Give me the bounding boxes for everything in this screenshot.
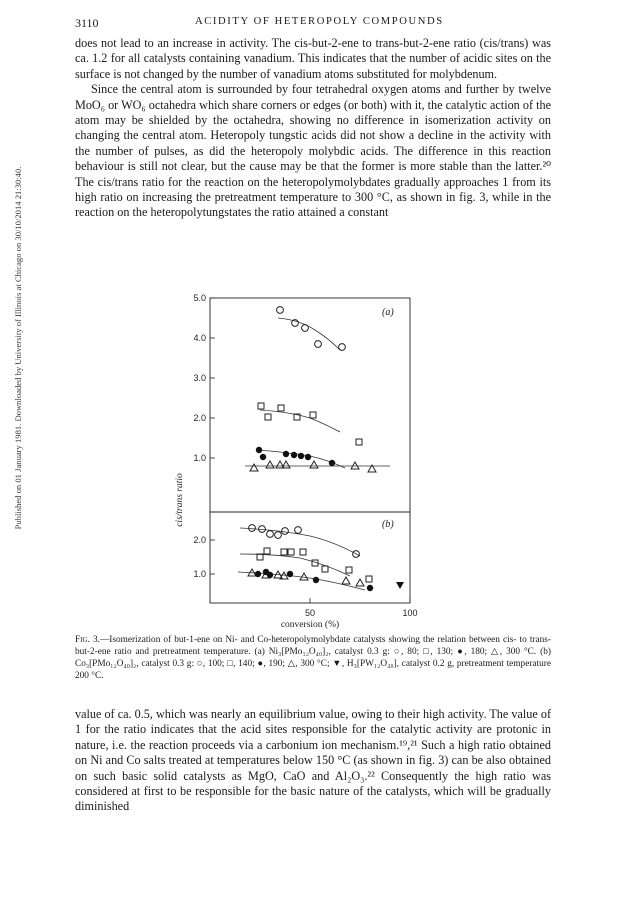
panel-b-label: (b)	[382, 519, 394, 530]
point-filled-circle	[291, 452, 297, 458]
body-text-top	[75, 36, 551, 221]
point-open-square	[300, 549, 306, 555]
x-axis-label: conversion (%)	[280, 620, 340, 630]
running-title: ACIDITY OF HETEROPOLY COMPOUNDS	[195, 16, 444, 27]
point-filled-circle	[256, 447, 262, 453]
caption-figure-label: Fig. 3.	[75, 635, 100, 645]
page-header	[75, 16, 550, 30]
point-filled-circle	[260, 454, 266, 460]
y-ticks-a	[210, 298, 410, 603]
x-tick-label: 50	[304, 608, 316, 618]
y-tick-label: 3.0	[193, 373, 206, 383]
panel-b-points	[248, 525, 372, 586]
point-open-circle	[267, 531, 274, 538]
point-open-square	[346, 567, 352, 573]
point-open-circle	[339, 344, 346, 351]
point-open-circle	[295, 527, 302, 534]
point-open-square	[281, 549, 287, 555]
panel-a-label: (a)	[382, 307, 394, 318]
page-number: 3110	[75, 16, 99, 30]
paragraph-1: does not lead to an increase in activity. The cis-but-2-ene to trans-but-2-ene ratio (cis/trans) was ca. 1.2 for all catalysts containing vanadium. This indicates that the number of acidic sites on the surface is not changed by the number of vanadium atoms substituted for molybdenum.	[75, 36, 551, 81]
point-open-circle	[275, 532, 282, 539]
point-open-circle	[249, 525, 256, 532]
figure-3	[160, 290, 460, 630]
point-open-square	[310, 412, 316, 418]
point-open-triangle	[351, 462, 359, 469]
paragraph-2: Since the central atom is surrounded by four tetrahedral oxygen atoms and further by twelve MoO₆ or WO₆ octahedra which share corners or edges (or both) with it, the catalytic action of the atom may be shielded by the octahedra, showing no difference in isomerization activity on changing the central atom. Heteropoly tungstic acids did not show a decline in the activity with the number of pulses, as did the heteropoly molybdic acids. The difference in this reaction behaviour is still not clear, but the cause may be that the former is more stable than the latter.²⁰ The cis/trans ratio for the reaction on the heteropolymolybdates gradually approaches 1 from its high ratio on increasing the pretreatment temperature to 300 °C, as shown in fig. 3, while in the reaction on the heteropolytungstates the ratio attained a constant	[75, 82, 551, 220]
panel-a-filled-points	[256, 447, 335, 466]
point-open-square	[288, 549, 294, 555]
point-open-circle	[302, 325, 309, 332]
y-tick-label: 1.0	[193, 569, 206, 579]
x-tick-label: 100	[402, 608, 418, 618]
caption-text: —Isomerization of but-1-ene on Ni- and Co-heteropolymolybdate catalysts showing the relation between cis- to trans-but-2-ene ratio and pretreatment temperature. (a) Ni₃[PMo₁₂O₄₀]₂, catalyst 0.3 g: ○, 80; □, 130; ●, 180; △, 300 °C. (b) Co₃[PMo₁₂O₄₀]₂, catalyst 0.3 g: ○, 100; □, 140; ●, 190; △, 300 °C; ▼, H₃[PW₁₂O₄₀], catalyst 0.2 g, pretreatment temperature 200 °C.	[75, 635, 551, 681]
y-tick-label: 1.0	[193, 453, 206, 463]
y-tick-label: 5.0	[193, 293, 206, 303]
point-filled-circle	[329, 460, 335, 466]
point-open-triangle	[356, 579, 364, 586]
y-axis-label: cis/trans ratio	[175, 473, 185, 527]
point-filled-circle	[283, 451, 289, 457]
point-open-square	[278, 405, 284, 411]
point-filled-circle	[287, 571, 293, 577]
point-open-square	[366, 576, 372, 582]
y-tick-label: 2.0	[193, 535, 206, 545]
point-filled-circle	[298, 453, 304, 459]
point-open-square	[356, 439, 362, 445]
point-open-square	[257, 554, 263, 560]
plot-frame	[210, 298, 410, 603]
point-filled-circle	[267, 572, 273, 578]
panel-a-points	[250, 307, 376, 472]
download-note: Published on 01 January 1981. Downloaded by University of Illinois at Chicago on 30/10/2014 21:30:40.	[13, 166, 23, 530]
point-open-triangle	[250, 464, 258, 471]
point-filled-circle	[367, 585, 373, 591]
point-open-square	[322, 566, 328, 572]
paragraph-3: value of ca. 0.5, which was nearly an equilibrium value, owing to their high activity. The value of 1 for the ratio indicates that the acid sites responsible for the catalytic activity are protonic in nature, i.e. the reaction proceeds via a carbonium ion mechanism.¹⁹,²¹ Such a high ratio obtained on Ni and Co salts treated at temperatures below 150 °C (as shown in fig. 3) can be also obtained on such basic solid catalysts as MgO, CaO and Al₂O₃.²² Consequently the high ratio was considered at first to be responsible for the basic nature of the catalysts, which will be gradually diminished	[75, 707, 551, 814]
point-open-triangle	[266, 461, 274, 468]
download-sidebar	[10, 118, 26, 578]
point-open-square	[265, 414, 271, 420]
point-filled-circle	[305, 454, 311, 460]
body-text-bottom	[75, 707, 551, 815]
point-filled-circle	[255, 571, 261, 577]
curve-130	[260, 410, 340, 432]
y-tick-label: 4.0	[193, 333, 206, 343]
curve-80	[278, 318, 340, 350]
point-open-triangle	[342, 577, 350, 584]
point-open-circle	[315, 341, 322, 348]
point-open-circle	[277, 307, 284, 314]
point-open-square	[264, 548, 270, 554]
point-open-square	[258, 403, 264, 409]
point-open-triangle	[310, 461, 318, 468]
point-filled-down-triangle	[396, 582, 404, 589]
figure-caption	[75, 634, 551, 682]
point-filled-circle	[313, 577, 319, 583]
y-tick-label: 2.0	[193, 413, 206, 423]
point-open-circle	[282, 528, 289, 535]
